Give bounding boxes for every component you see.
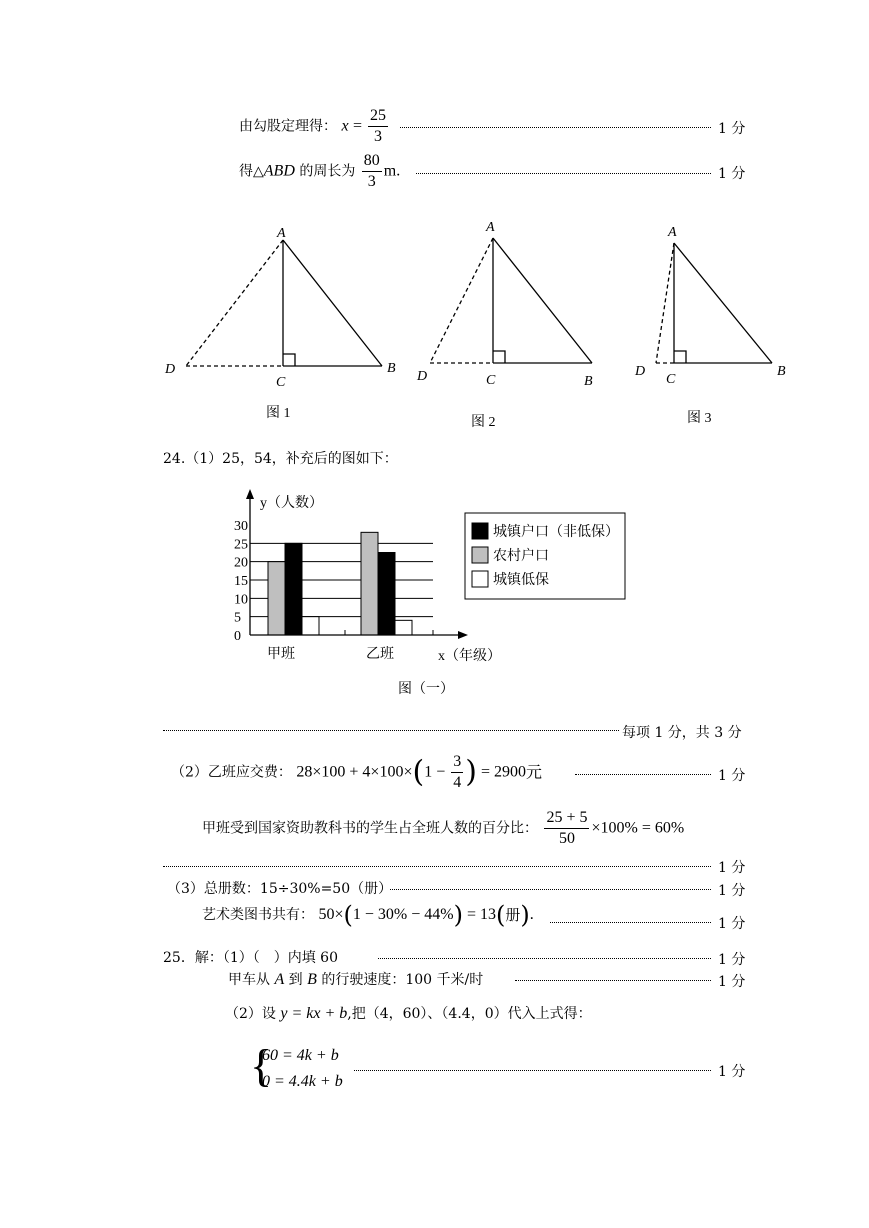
q25-part2 bbox=[225, 1005, 592, 1023]
triangle-abd: ABD bbox=[263, 162, 295, 180]
q24-part2 bbox=[171, 752, 542, 796]
y-tick-label: 20 bbox=[234, 555, 248, 571]
q25-speed bbox=[228, 971, 483, 989]
point-b: B bbox=[307, 971, 317, 988]
legend-swatch bbox=[472, 523, 488, 539]
denominator: 50 bbox=[558, 830, 575, 847]
vertex-b: B bbox=[584, 374, 593, 389]
score-label: 1 分 bbox=[718, 974, 746, 990]
leader-dots bbox=[378, 958, 711, 959]
part2-suffix: ,把（4，60）、（4.4，0）代入上式得： bbox=[347, 1006, 592, 1022]
score-label: 1 分 bbox=[718, 121, 746, 137]
linear-equation: y = kx + b bbox=[280, 1005, 348, 1022]
perimeter-mid: 的周长为 bbox=[294, 163, 356, 180]
part2-one-minus: 1 − bbox=[424, 763, 450, 781]
figure-1 bbox=[186, 240, 382, 366]
equals-sign: = bbox=[353, 117, 367, 135]
vertex-a: A bbox=[668, 225, 677, 240]
part2-result: = 2900 bbox=[476, 763, 526, 781]
part2b-result: ×100% = 60% bbox=[591, 819, 685, 837]
paren-right: ) bbox=[453, 901, 463, 929]
paren-left: ( bbox=[412, 754, 425, 790]
figure-3 bbox=[656, 243, 772, 363]
y-tick-label: 25 bbox=[234, 537, 248, 553]
paren-right: ) bbox=[465, 754, 477, 790]
vertex-d: D bbox=[165, 362, 176, 377]
part3b-result: = 13 bbox=[462, 906, 496, 923]
leader-dots bbox=[354, 1070, 711, 1071]
score-label: 1 分 bbox=[718, 166, 746, 182]
score-label: 1 分 bbox=[718, 860, 746, 876]
system-eq-2: 0 = 4.4k + b bbox=[262, 1073, 343, 1090]
vertex-a: A bbox=[486, 220, 495, 235]
bar-jia-1 bbox=[285, 543, 302, 635]
speed-prefix: 甲车从 bbox=[228, 972, 275, 988]
vertex-d: D bbox=[417, 369, 428, 384]
denominator: 3 bbox=[374, 128, 383, 145]
numerator: 25 bbox=[368, 106, 388, 127]
x-category-label: 乙班 bbox=[366, 647, 394, 662]
y-tick-label: 10 bbox=[234, 592, 248, 608]
perimeter-prefix: 得△ bbox=[239, 163, 264, 180]
fraction-30-50 bbox=[544, 808, 589, 849]
figure-1-label: 图 1 bbox=[266, 406, 291, 421]
chart-categories bbox=[267, 646, 394, 662]
system-eq-1: 60 = 4k + b bbox=[262, 1047, 339, 1064]
q24-part2b bbox=[202, 808, 684, 852]
paren-right: ) bbox=[520, 901, 530, 929]
q25-heading: 25．解：（1）（ ）内填 60 bbox=[163, 950, 338, 966]
speed-mid: 到 bbox=[284, 972, 308, 988]
y-tick-label: 5 bbox=[234, 610, 241, 626]
part2-unit: 元 bbox=[525, 762, 542, 782]
figure-3-label: 图 3 bbox=[687, 411, 712, 426]
y-tick-label: 15 bbox=[234, 574, 248, 589]
bar-chart bbox=[220, 485, 640, 700]
bar-jia-0 bbox=[268, 562, 285, 635]
chart-bars bbox=[268, 532, 412, 635]
denominator: 3 bbox=[367, 173, 376, 190]
fraction-80-3 bbox=[362, 151, 382, 192]
score-label: 1 分 bbox=[718, 1064, 746, 1080]
part2-expr: 28×100 + 4×100× bbox=[296, 763, 413, 781]
numerator: 80 bbox=[362, 151, 382, 172]
score-label: 1 分 bbox=[718, 916, 746, 932]
score-label: 1 分 bbox=[718, 768, 746, 784]
fraction-25-3 bbox=[368, 106, 388, 147]
q24-part3: （3）总册数：15÷30%=50（册） bbox=[167, 881, 393, 897]
vertex-c: C bbox=[666, 372, 676, 387]
legend-swatch bbox=[472, 547, 488, 563]
chart-ylabel: y（人数） bbox=[260, 496, 323, 511]
leader-dots bbox=[575, 774, 711, 775]
figure-2-label: 图 2 bbox=[471, 415, 496, 430]
vertex-a: A bbox=[277, 226, 286, 241]
chart-title: 图（一） bbox=[398, 682, 454, 697]
chart-y-ticks bbox=[234, 519, 248, 644]
y-tick-label: 0 bbox=[234, 629, 241, 644]
vertex-b: B bbox=[777, 364, 786, 379]
vertex-c: C bbox=[276, 375, 286, 390]
leader-dots bbox=[416, 173, 711, 174]
legend-label: 农村户口 bbox=[493, 549, 549, 564]
legend-swatch bbox=[472, 571, 488, 587]
part3b-expr: 50× bbox=[318, 906, 344, 923]
fraction-3-4 bbox=[451, 752, 463, 793]
numerator: 25 + 5 bbox=[544, 808, 589, 829]
denominator: 4 bbox=[453, 774, 462, 791]
point-a: A bbox=[274, 971, 285, 988]
legend-label: 城镇低保 bbox=[493, 573, 549, 588]
leader-dots bbox=[550, 922, 711, 923]
q24-part3b bbox=[202, 901, 534, 936]
score-label: 1 分 bbox=[718, 883, 746, 899]
bar-yi-0 bbox=[361, 532, 378, 635]
chart-xlabel: x（年级） bbox=[438, 649, 501, 664]
vertex-b: B bbox=[387, 361, 396, 376]
leader-dots bbox=[163, 730, 619, 731]
leader-dots bbox=[390, 889, 711, 890]
part2-prefix: （2）设 bbox=[225, 1006, 281, 1022]
part3b-prefix: 艺术类图书共有： bbox=[202, 907, 314, 923]
leader-dots bbox=[400, 127, 711, 128]
system-brace: { bbox=[250, 1040, 273, 1091]
triangle-figures bbox=[150, 215, 800, 435]
perimeter-line bbox=[239, 151, 400, 195]
part2-prefix: （2）乙班应交费： bbox=[171, 764, 292, 781]
vertex-c: C bbox=[486, 373, 496, 388]
bar-yi-1 bbox=[378, 553, 395, 636]
legend-label: 城镇户口（非低保） bbox=[493, 525, 619, 540]
score-each: 每项 1 分，共 3 分 bbox=[622, 725, 742, 741]
part3b-unit: 册 bbox=[505, 906, 521, 924]
numerator: 3 bbox=[451, 752, 463, 773]
speed-suffix: 的行驶速度：100 千米/时 bbox=[316, 972, 484, 988]
vertex-d: D bbox=[635, 364, 646, 379]
figure-2 bbox=[430, 238, 592, 363]
var-x: x bbox=[341, 117, 349, 135]
leader-dots bbox=[163, 866, 711, 867]
bar-jia-2 bbox=[302, 617, 319, 635]
pythagoras-prefix: 由勾股定理得： bbox=[239, 118, 337, 135]
pythagoras-line bbox=[239, 106, 390, 150]
bar-yi-2 bbox=[395, 620, 412, 635]
part2b-prefix: 甲班受到国家资助教科书的学生占全班人数的百分比： bbox=[202, 820, 538, 837]
leader-dots bbox=[515, 980, 711, 981]
score-label: 1 分 bbox=[718, 952, 746, 968]
y-tick-label: 30 bbox=[234, 519, 248, 534]
part3b-end: . bbox=[529, 906, 534, 923]
q24-heading: 24.（1）25，54，补充后的图如下： bbox=[163, 451, 398, 467]
chart-legend bbox=[465, 513, 625, 599]
paren-left: ( bbox=[495, 901, 506, 929]
paren-left: ( bbox=[343, 901, 353, 929]
part3b-inner: 1 − 30% − 44% bbox=[352, 906, 454, 923]
x-category-label: 甲班 bbox=[267, 647, 295, 662]
unit-m: m. bbox=[383, 162, 401, 180]
